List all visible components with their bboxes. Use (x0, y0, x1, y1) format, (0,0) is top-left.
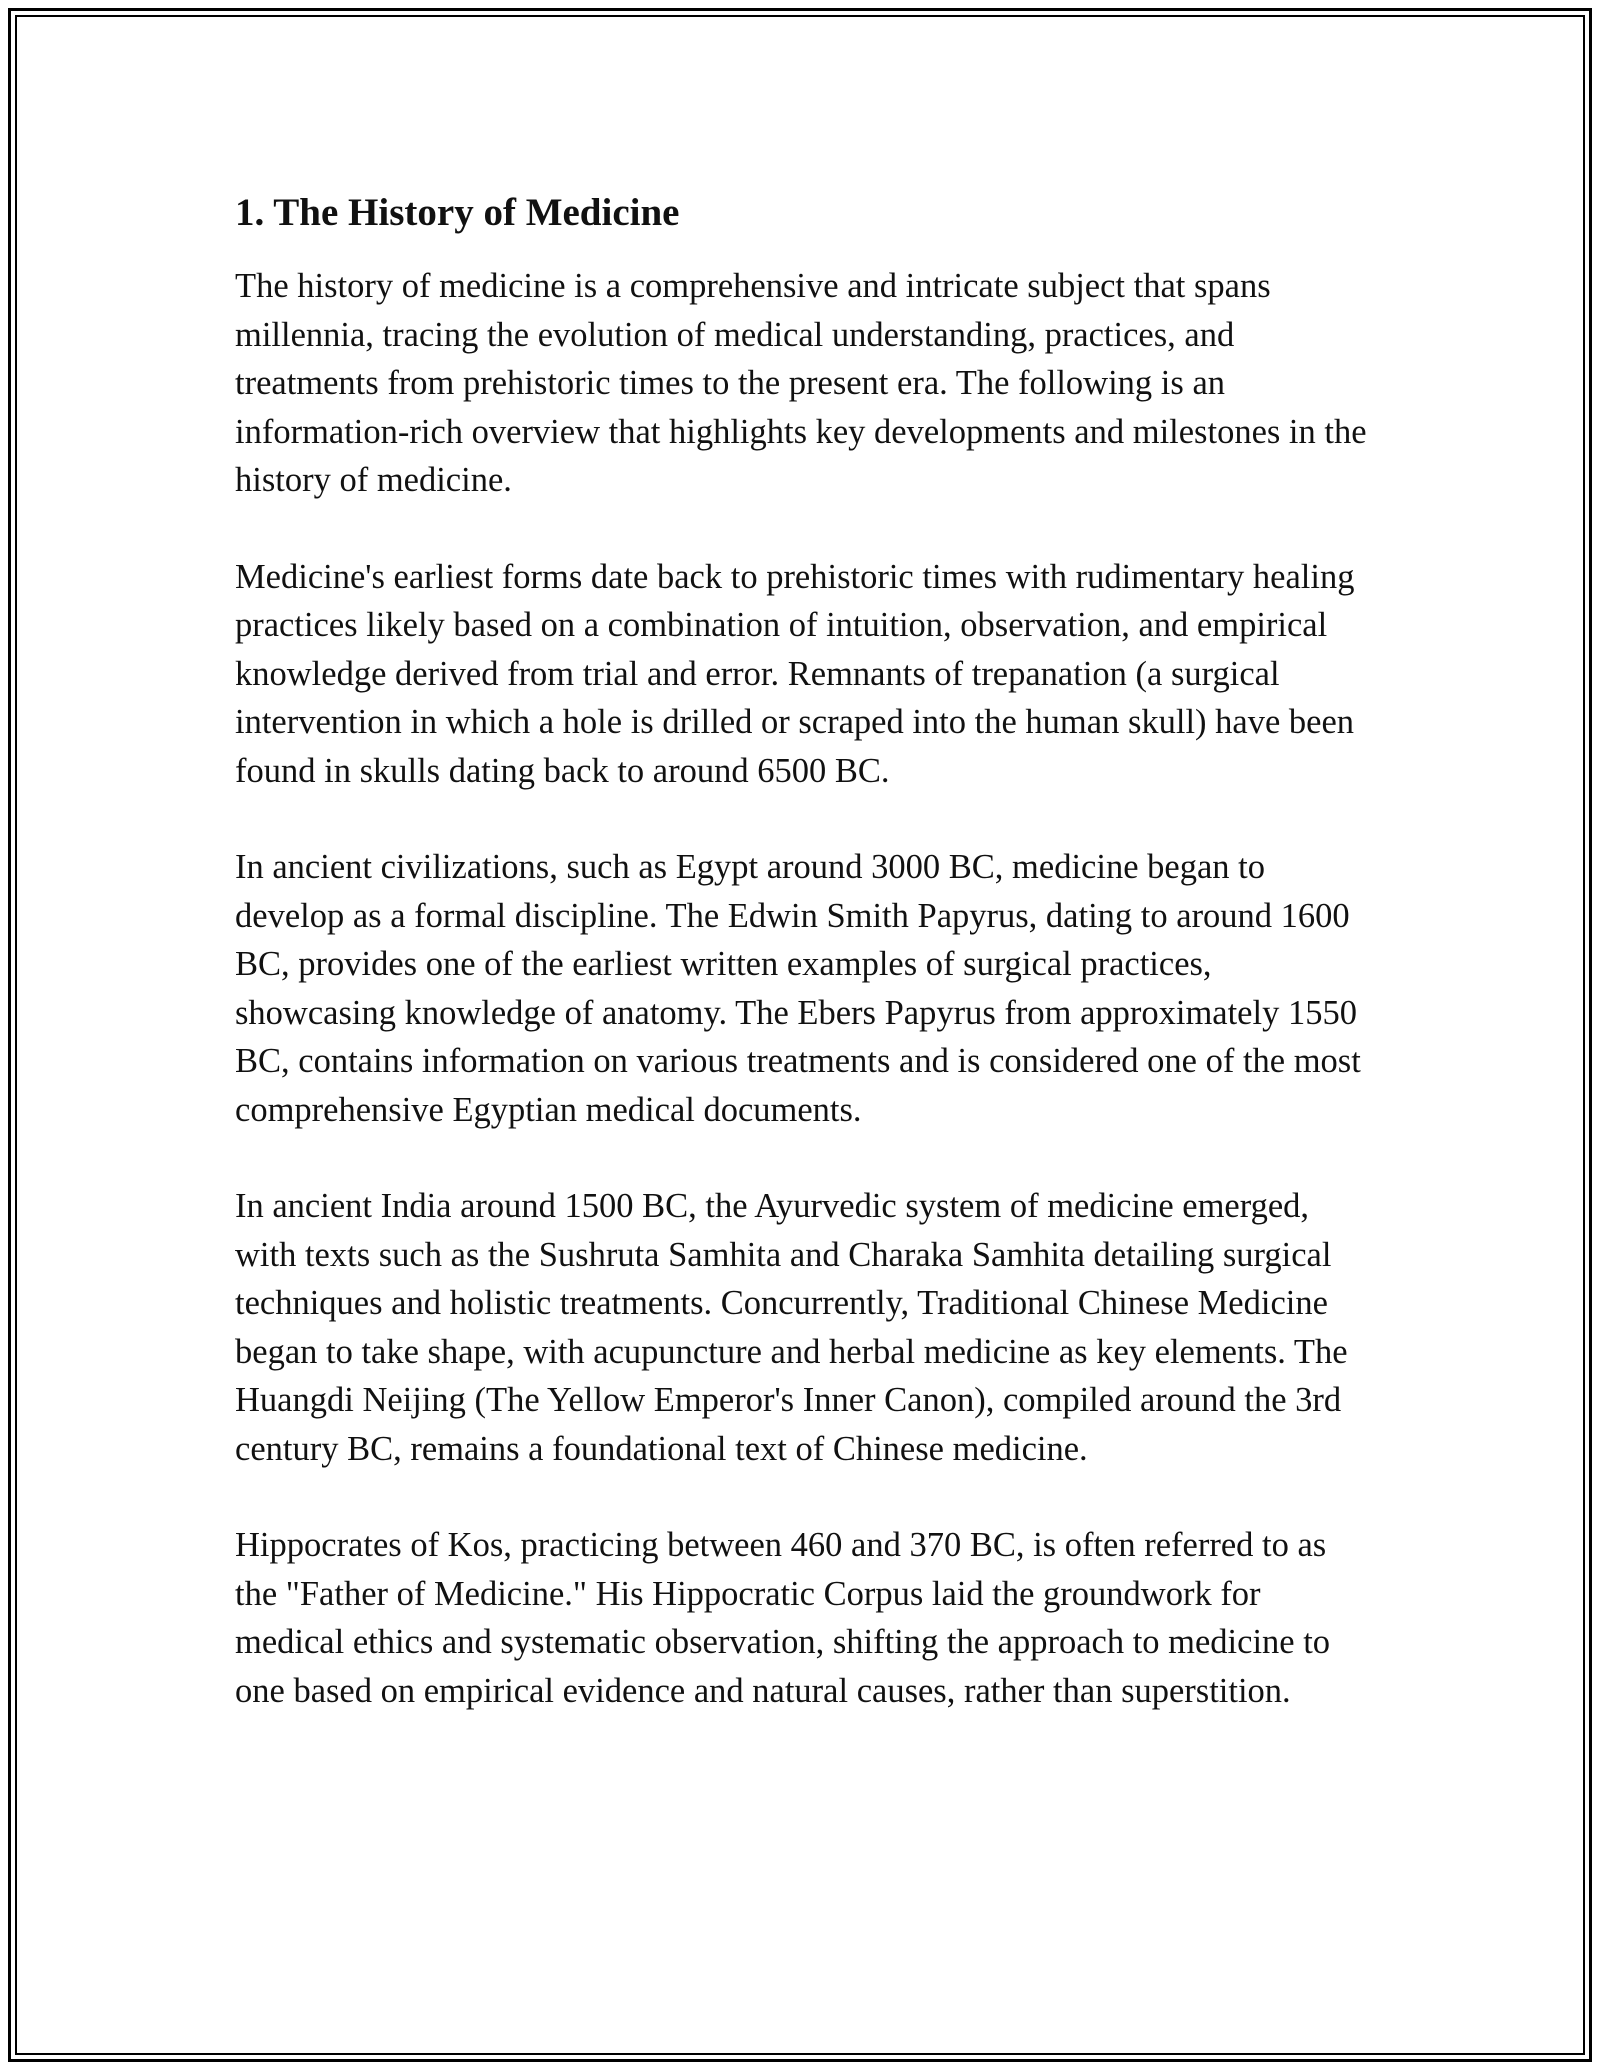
paragraph-4: In ancient India around 1500 BC, the Ayurvedic system of medicine emerged, with texts such as the Sushruta Samhita and Charaka Samhita detailing surgical techniques and holistic treatments. Concurrently, Traditional Chinese Medicine began to take shape, with acupuncture and herbal medicine as key elements. The Huangdi Neijing (The Yellow Emperor's Inner Canon), compiled around the 3rd century BC, remains a foundational text of Chinese medicine. (235, 1187, 1348, 1468)
paragraph-3: In ancient civilizations, such as Egypt around 3000 BC, medicine began to develop as a formal discipline. The Edwin Smith Papyrus, dating to around 1600 BC, provides one of the earliest written examples of surgical practices, showcasing knowledge of anatomy. The Ebers Papyrus from approximately 1550 BC, contains information on various treatments and is considered one of the most comprehensive Egyptian medical documents. (235, 848, 1361, 1129)
paragraph-5: Hippocrates of Kos, practicing between 460 and 370 BC, is often referred to as the "Father of Medicine." His Hippocratic Corpus laid the groundwork for medical ethics and systematic observation, shifting the approach to medicine to one based on empirical evidence and natural causes, rather than superstition. (235, 1526, 1331, 1710)
paragraph-1: The history of medicine is a comprehensive and intricate subject that spans millennia, tracing the evolution of medical understanding, practices, and treatments from prehistoric times to the present era. The following is an information-rich overview that highlights key developments and milestones in the history of medicine. (235, 267, 1367, 499)
document-body (235, 185, 1375, 1763)
paragraph-2: Medicine's earliest forms date back to prehistoric times with rudimentary healing practices likely based on a combination of intuition, observation, and empirical knowledge derived from trial and error. Remnants of trepanation (a surgical intervention in which a hole is drilled or scraped into the human skull) have been found in skulls dating back to around 6500 BC. (235, 557, 1355, 790)
section-title: 1. The History of Medicine (235, 191, 680, 234)
